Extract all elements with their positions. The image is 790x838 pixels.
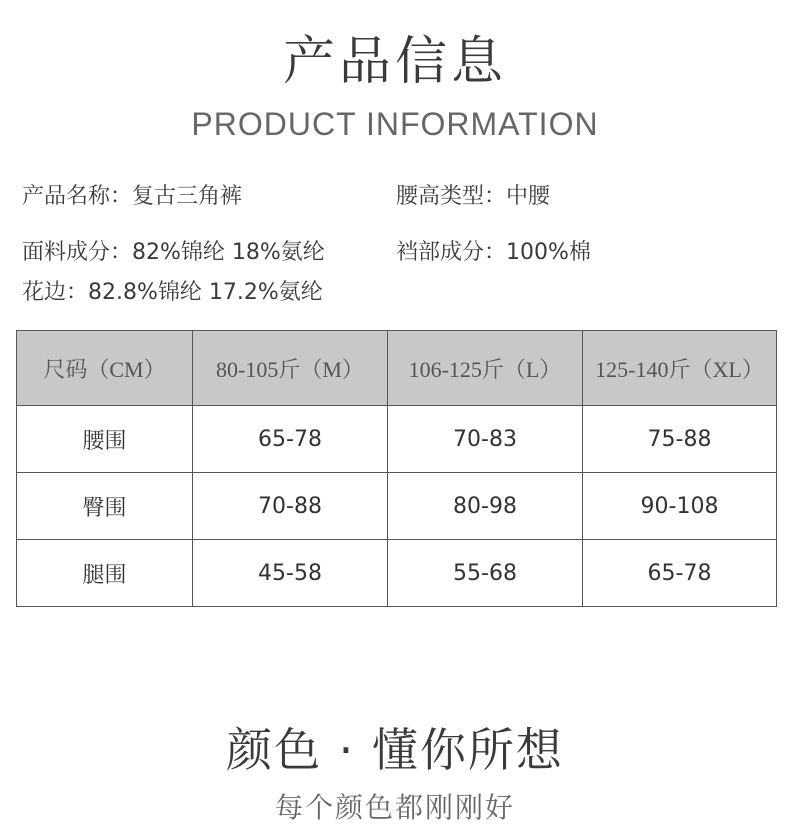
size-table — [16, 330, 777, 607]
header-size-xl: 125-140斤（XL） — [583, 331, 777, 406]
table-cell: 65-78 — [583, 540, 777, 607]
product-name-info: 产品名称：复古三角裤 — [22, 184, 243, 209]
header-size-l: 106-125斤（L） — [388, 331, 583, 406]
color-slogan: 颜色 · 懂你所想 — [226, 723, 564, 777]
table-cell: 90-108 — [583, 473, 777, 540]
row-label-thigh: 腿围 — [17, 540, 193, 607]
table-cell: 70-83 — [388, 406, 583, 473]
table-row — [17, 473, 777, 540]
table-row — [17, 540, 777, 607]
waist-type-info: 腰高类型：中腰 — [396, 184, 551, 209]
table-cell: 75-88 — [583, 406, 777, 473]
header-size-m: 80-105斤（M） — [193, 331, 388, 406]
fabric-info: 面料成分：82%锦纶 18%氨纶 — [22, 240, 325, 265]
row-label-hip: 臀围 — [17, 473, 193, 540]
lace-info: 花边：82.8%锦纶 17.2%氨纶 — [22, 280, 323, 305]
crotch-info: 裆部成分：100%棉 — [396, 240, 591, 265]
size-table-header-row — [17, 331, 777, 406]
table-row — [17, 406, 777, 473]
header-size-unit: 尺码（CM） — [17, 331, 193, 406]
table-cell: 70-88 — [193, 473, 388, 540]
page-subtitle-english: PRODUCT INFORMATION — [191, 106, 599, 142]
table-cell: 55-68 — [388, 540, 583, 607]
table-cell: 45-58 — [193, 540, 388, 607]
color-subslogan: 每个颜色都刚刚好 — [274, 791, 515, 824]
row-label-waist: 腰围 — [17, 406, 193, 473]
page-title: 产品信息 — [282, 32, 507, 92]
table-cell: 80-98 — [388, 473, 583, 540]
table-cell: 65-78 — [193, 406, 388, 473]
